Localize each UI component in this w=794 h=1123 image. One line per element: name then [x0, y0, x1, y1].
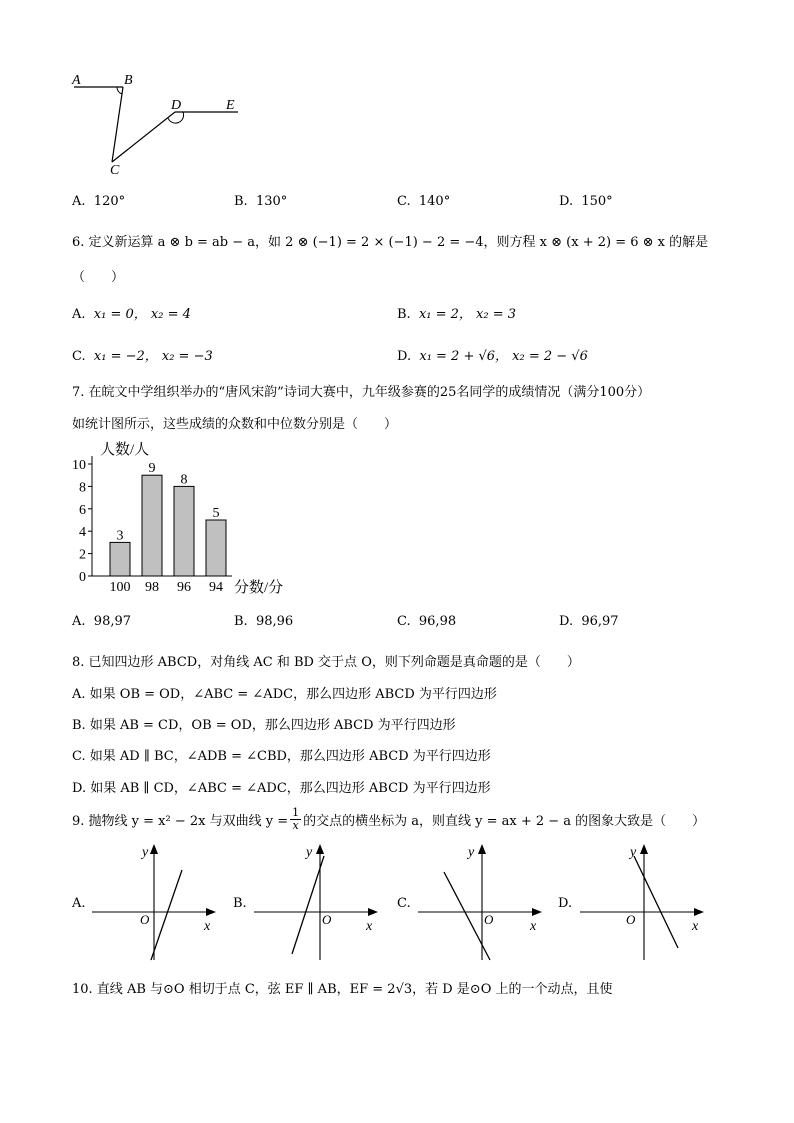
q9-option-b-letter[interactable]: B.: [233, 896, 247, 911]
angle-figure: [60, 66, 260, 176]
q8-stem: 8. 已知四边形 ABCD，对角线 AC 和 BD 交于点 O，则下列命题是真命题的是（ ）: [72, 655, 580, 670]
bar: [142, 475, 162, 576]
bar: [110, 542, 130, 576]
q8-option-a[interactable]: A. 如果 OB = OD，∠ABC = ∠ADC，那么四边形 ABCD 为平行四边形: [72, 687, 497, 702]
bar: [206, 520, 226, 576]
q9-graph-b[interactable]: [250, 842, 384, 966]
q9-option-a-letter[interactable]: A.: [72, 896, 86, 911]
q9-option-c-letter[interactable]: C.: [397, 896, 411, 911]
origin-label: O: [484, 912, 494, 927]
origin-label: O: [626, 912, 636, 927]
q5-option-a[interactable]: A. 120°: [72, 194, 126, 209]
bar-data-label: 5: [212, 506, 220, 521]
q6-stem: 6. 定义新运算 a ⊗ b = ab − a，如 2 ⊗ (−1) = 2 × (−1) − 2 = −4，则方程 x ⊗ (x + 2) = 6 ⊗ x 的解是: [72, 235, 709, 250]
q5-option-c[interactable]: C. 140°: [397, 194, 451, 209]
x-tick-label: 100: [109, 580, 131, 595]
q9-graph-d[interactable]: [576, 842, 710, 966]
x-axis-label: x: [692, 919, 699, 934]
q7-option-c[interactable]: C. 96,98: [397, 614, 457, 629]
label-d: D: [171, 98, 182, 113]
x-tick-label: 94: [209, 580, 223, 595]
q8-option-b[interactable]: B. 如果 AB = CD，OB = OD，那么四边形 ABCD 为平行四边形: [72, 718, 456, 733]
origin-label: O: [140, 912, 150, 927]
bar-data-label: 3: [116, 528, 124, 544]
q8-option-c[interactable]: C. 如果 AD ∥ BC，∠ADB = ∠CBD，那么四边形 ABCD 为平行四边形: [72, 749, 491, 764]
q6-option-d[interactable]: D. x₁ = 2 + √6， x₂ = 2 − √6: [397, 349, 588, 364]
q9-stem: 9. 抛物线 y = x² − 2x 与双曲线 y = $\frac{1}{x}$ 的交点的横坐标为 a，则直线 y = ax + 2 − a 的图象大致是（ ）: [72, 805, 706, 832]
y-axis-label: y: [306, 845, 313, 860]
x-axis-label: x: [530, 919, 537, 934]
label-b: B: [124, 73, 133, 88]
q9-fraction: $\frac{1}{x}$: [292, 805, 300, 832]
y-tick-label: 2: [79, 547, 86, 563]
y-tick-label: 4: [79, 525, 86, 541]
y-axis-label: y: [468, 845, 475, 860]
label-c: C: [110, 163, 120, 176]
y-axis-label: y: [630, 845, 637, 860]
origin-label: O: [322, 912, 332, 927]
q9-graph-c[interactable]: [414, 842, 548, 966]
q6-option-c[interactable]: C. x₁ = −2， x₂ = −3: [72, 349, 213, 364]
y-tick-label: 6: [79, 502, 86, 518]
q6-blank: （ ）: [72, 270, 125, 285]
score-bar-chart: [60, 436, 300, 600]
q5-option-b[interactable]: B. 130°: [234, 194, 288, 209]
q9-graph-a[interactable]: [88, 842, 222, 966]
bar: [174, 486, 194, 576]
q5-option-d[interactable]: D. 150°: [559, 194, 613, 209]
q6-option-b[interactable]: B. x₁ = 2， x₂ = 3: [397, 307, 517, 322]
y-axis-title: 人数/人: [100, 442, 150, 458]
x-tick-label: 96: [177, 580, 191, 595]
x-axis-label: x: [204, 919, 211, 934]
bar-data-label: 8: [180, 472, 188, 488]
label-e: E: [226, 98, 235, 113]
label-a: A: [72, 73, 81, 88]
y-tick-label: 0: [79, 570, 86, 585]
q7-stem-line1: 7. 在皖文中学组织举办的“唐风宋韵”诗词大赛中，九年级参赛的25名同学的成绩情况（满分100分）: [72, 385, 651, 400]
y-tick-label: 10: [72, 458, 86, 473]
q10-stem: 10. 直线 AB 与⊙O 相切于点 C，弦 EF ∥ AB，EF = 2√3，若 D 是⊙O 上的一个动点，且使: [72, 982, 613, 997]
x-tick-label: 98: [145, 580, 159, 595]
q6-option-a[interactable]: A. x₁ = 0， x₂ = 4: [72, 307, 191, 322]
q9-option-d-letter[interactable]: D.: [558, 896, 573, 911]
q7-option-d[interactable]: D. 96,97: [559, 614, 619, 629]
q7-option-b[interactable]: B. 98,96: [234, 614, 294, 629]
y-tick-label: 8: [79, 480, 86, 496]
q7-option-a[interactable]: A. 98,97: [72, 614, 132, 629]
q7-stem-line2: 如统计图所示，这些成绩的众数和中位数分别是（ ）: [72, 417, 398, 432]
x-axis-label: x: [366, 919, 373, 934]
q8-option-d[interactable]: D. 如果 AB ∥ CD，∠ABC = ∠ADC，那么四边形 ABCD 为平行四边形: [72, 781, 491, 796]
x-axis-title: 分数/分: [234, 580, 284, 596]
y-axis-label: y: [142, 845, 149, 860]
bar-data-label: 9: [148, 461, 156, 477]
